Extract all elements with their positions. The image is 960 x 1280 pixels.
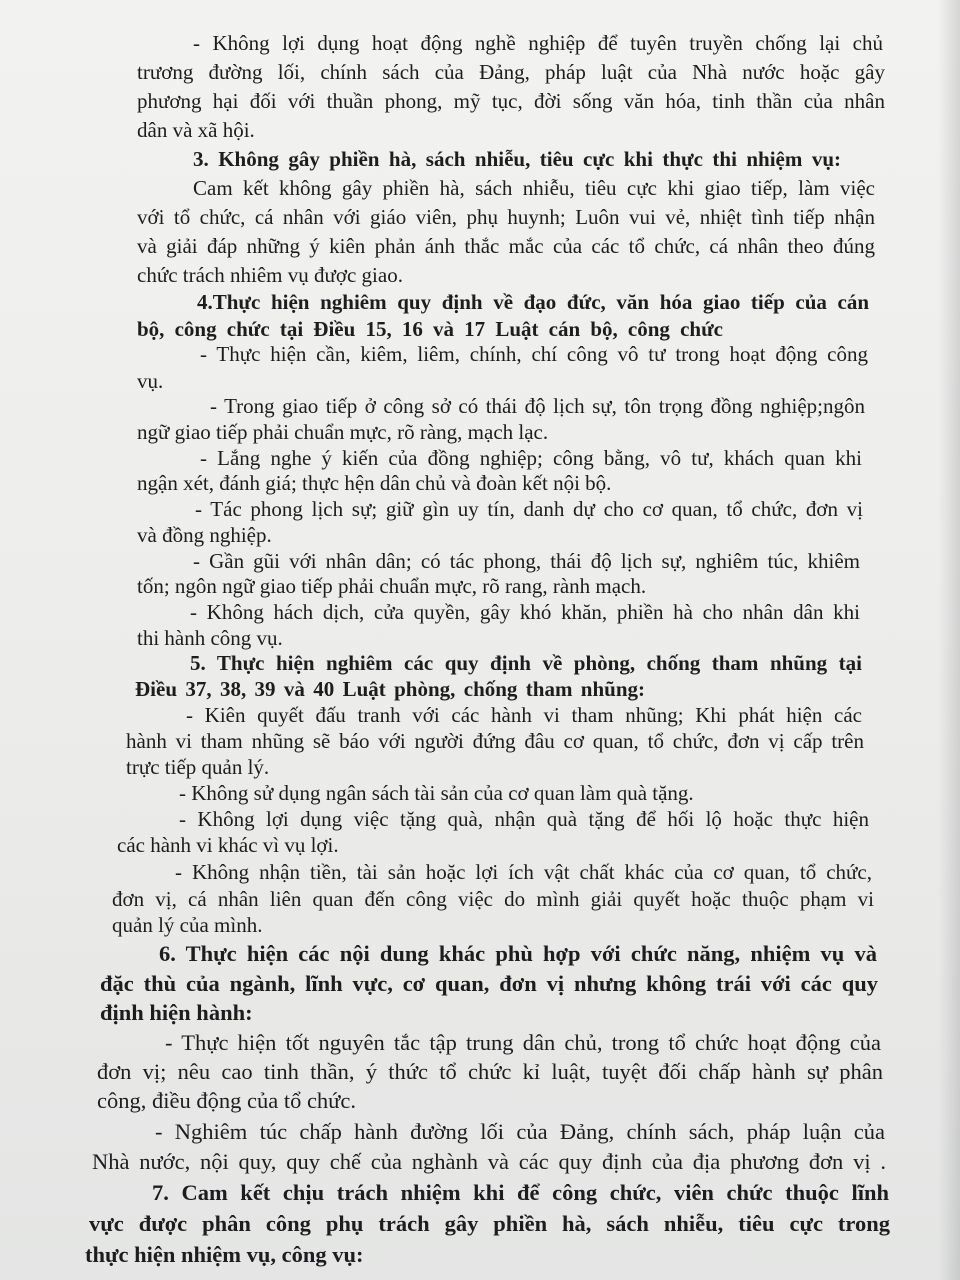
text-line: đơn vị; nêu cao tinh thần, ý thức tổ chức kỉ luật, tuyệt đối chấp hành sự phân	[97, 1059, 883, 1084]
text-line: và đồng nghiệp.	[137, 523, 272, 547]
text-line: tốn; ngôn ngữ giao tiếp phải chuẩn mực, rõ rang, rành mạch.	[137, 574, 647, 598]
section-heading: Điều 37, 38, 39 và 40 Luật phòng, chống tham nhũng:	[135, 677, 645, 701]
section-heading: 4.Thực hiện nghiêm quy định về đạo đức, văn hóa giao tiếp của cán	[197, 290, 869, 314]
text-line: trực tiếp quản lý.	[126, 755, 270, 779]
text-line: - Trong giao tiếp ở công sở có thái độ lịch sự, tôn trọng đồng nghiệp;ngôn	[210, 394, 865, 418]
text-line: thi hành công vụ.	[137, 626, 283, 650]
text-line: Nhà nước, nội quy, quy chế của nghành và các quy định của địa phương đơn vị .	[92, 1149, 886, 1174]
text-line: dân và xã hội.	[137, 118, 255, 142]
text-line: hành vi tham nhũng sẽ báo với người đứng đâu cơ quan, tổ chức, đơn vị cấp trên	[126, 729, 864, 753]
section-heading: định hiện hành:	[100, 1000, 253, 1025]
text-line: - Không lợi dụng việc tặng quà, nhận quà tặng để hối lộ hoặc thực hiện	[179, 807, 869, 831]
page-edge-shadow	[938, 0, 960, 1280]
text-line: công, điều động của tổ chức.	[97, 1088, 356, 1113]
section-heading: vực được phân công phụ trách gây phiền hà, sách nhiễu, tiêu cực trong	[89, 1211, 890, 1236]
section-heading: 5. Thực hiện nghiêm các quy định về phòng, chống tham nhũng tại	[190, 651, 862, 675]
text-line: - Không nhận tiền, tài sản hoặc lợi ích vật chất khác của cơ quan, tổ chức,	[175, 860, 872, 884]
section-heading: bộ, công chức tại Điều 15, 16 và 17 Luật cán bộ, công chức	[137, 317, 723, 341]
text-line: vụ.	[137, 369, 164, 393]
section-heading: 6. Thực hiện các nội dung khác phù hợp với chức năng, nhiệm vụ và	[159, 941, 877, 966]
section-heading: 7. Cam kết chịu trách nhiệm khi để công chức, viên chức thuộc lĩnh	[152, 1180, 889, 1205]
text-line: - Nghiêm túc chấp hành đường lối của Đảng, chính sách, pháp luận của	[155, 1119, 885, 1144]
text-line: đơn vị, cá nhân liên quan đến công việc do mình giải quyết hoặc thuộc phạm vi	[112, 887, 874, 911]
text-line: - Gần gũi với nhân dân; có tác phong, thái độ lịch sự, nghiêm túc, khiêm	[193, 549, 860, 573]
text-line: phương hại đối với thuần phong, mỹ tục, đời sống văn hóa, tinh thần của nhân	[137, 89, 885, 113]
text-line: với tổ chức, cá nhân với giáo viên, phụ huynh; Luôn vui vẻ, nhiệt tình tiếp nhận	[137, 205, 875, 229]
text-line: - Thực hiện tốt nguyên tắc tập trung dân chủ, trong tổ chức hoạt động của	[165, 1030, 881, 1055]
text-line: ngận xét, đánh giá; thực hện dân chủ và đoàn kết nội bộ.	[137, 471, 612, 495]
text-line: trương đường lối, chính sách của Đảng, pháp luật của Nhà nước hoặc gây	[137, 60, 885, 84]
text-line: - Kiên quyết đấu tranh với các hành vi tham nhũng; Khi phát hiện các	[186, 703, 862, 727]
text-line: - Lắng nghe ý kiến của đồng nghiệp; công bằng, vô tư, khách quan khi	[200, 446, 862, 470]
text-line: các hành vi khác vì vụ lợi.	[117, 833, 339, 857]
text-line: - Không sử dụng ngân sách tài sản của cơ quan làm quà tặng.	[179, 781, 694, 805]
text-line: - Không hách dịch, cửa quyền, gây khó khăn, phiền hà cho nhân dân khi	[190, 600, 860, 624]
section-heading: đặc thù của ngành, lĩnh vực, cơ quan, đơn vị nhưng không trái với các quy	[100, 971, 878, 996]
text-line: ngữ giao tiếp phải chuẩn mực, rõ ràng, mạch lạc.	[137, 420, 549, 444]
text-line: - Tác phong lịch sự; giữ gìn uy tín, danh dự cho cơ quan, tổ chức, đơn vị	[195, 497, 863, 521]
text-line: - Không lợi dụng hoạt động nghề nghiệp để tuyên truyền chống lại chủ	[193, 31, 883, 55]
section-heading: thực hiện nhiệm vụ, công vụ:	[85, 1242, 364, 1267]
text-line: quản lý của mình.	[112, 913, 263, 937]
text-line: chức trách nhiêm vụ được giao.	[137, 263, 403, 287]
section-heading: 3. Không gây phiền hà, sách nhiễu, tiêu cực khi thực thi nhiệm vụ:	[193, 147, 841, 171]
text-line: - Thực hiện cần, kiêm, liêm, chính, chí công vô tư trong hoạt động công	[200, 342, 868, 366]
text-line: Cam kết không gây phiền hà, sách nhiễu, tiêu cực khi giao tiếp, làm việc	[193, 176, 875, 200]
text-line: và giải đáp những ý kiên phản ánh thắc mắc của các tổ chức, cá nhân theo đúng	[137, 234, 875, 258]
